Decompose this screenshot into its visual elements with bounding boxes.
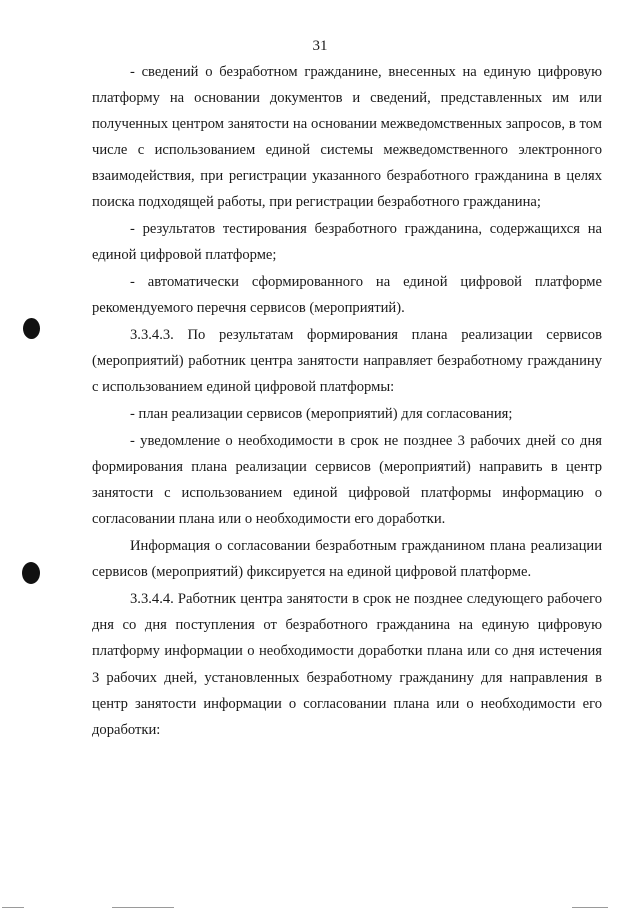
document-body: [92, 58, 602, 743]
paragraph-unemployed-info: - сведений о безработном гражданине, внесенных на единую цифровую платформу на основании документов и сведений, представленных им или полученных центром занятости на основании межведомственных запросов, в том числе с использованием единой системы межведомственного электронного взаимодействия, при регистрации указанного безработного гражданина в целях поиска подходящей работы, при регистрации безработного гражданина;: [92, 63, 602, 211]
paragraph-section-3-3-4-4: 3.3.4.4. Работник центра занятости в срок не позднее следующего рабочего дня со дня поступления от безработного гражданина на единую цифровую платформу информации о необходимости доработки плана или со дня истечения 3 рабочих дней, установленных безработному гражданину для направления в центр занятости информации о согласовании плана или о необходимости его доработки:: [92, 591, 602, 738]
paragraph-plan-for-approval: - план реализации сервисов (мероприятий) для согласования;: [130, 406, 513, 423]
paragraph-notification: - уведомление о необходимости в срок не позднее 3 рабочих дней со дня формирования плана реализации сервисов (мероприятий) направить в центр занятости с использованием единой цифровой платформы информацию о согласовании плана или о необходимости его доработки.: [92, 433, 602, 528]
scan-edge-mark-middle: [112, 907, 174, 908]
paragraph-test-results: - результатов тестирования безработного гражданина, содержащихся на единой цифровой платформе;: [92, 221, 602, 264]
page-number: 31: [312, 38, 328, 54]
scan-edge-mark-right: [572, 907, 608, 908]
punch-hole-bottom: [22, 562, 40, 584]
paragraph-auto-service-list: - автоматически сформированного на единой цифровой платформе рекомендуемого перечня сервисов (мероприятий).: [92, 274, 602, 317]
scan-edge-mark-left: [2, 907, 24, 908]
paragraph-approval-recorded: Информация о согласовании безработным гражданином плана реализации сервисов (мероприятий) фиксируется на единой цифровой платформе.: [92, 538, 602, 581]
punch-hole-top: [23, 318, 40, 339]
paragraph-section-3-3-4-3: 3.3.4.3. По результатам формирования плана реализации сервисов (мероприятий) работник центра занятости направляет безработному гражданину с использованием единой цифровой платформы:: [92, 327, 602, 396]
